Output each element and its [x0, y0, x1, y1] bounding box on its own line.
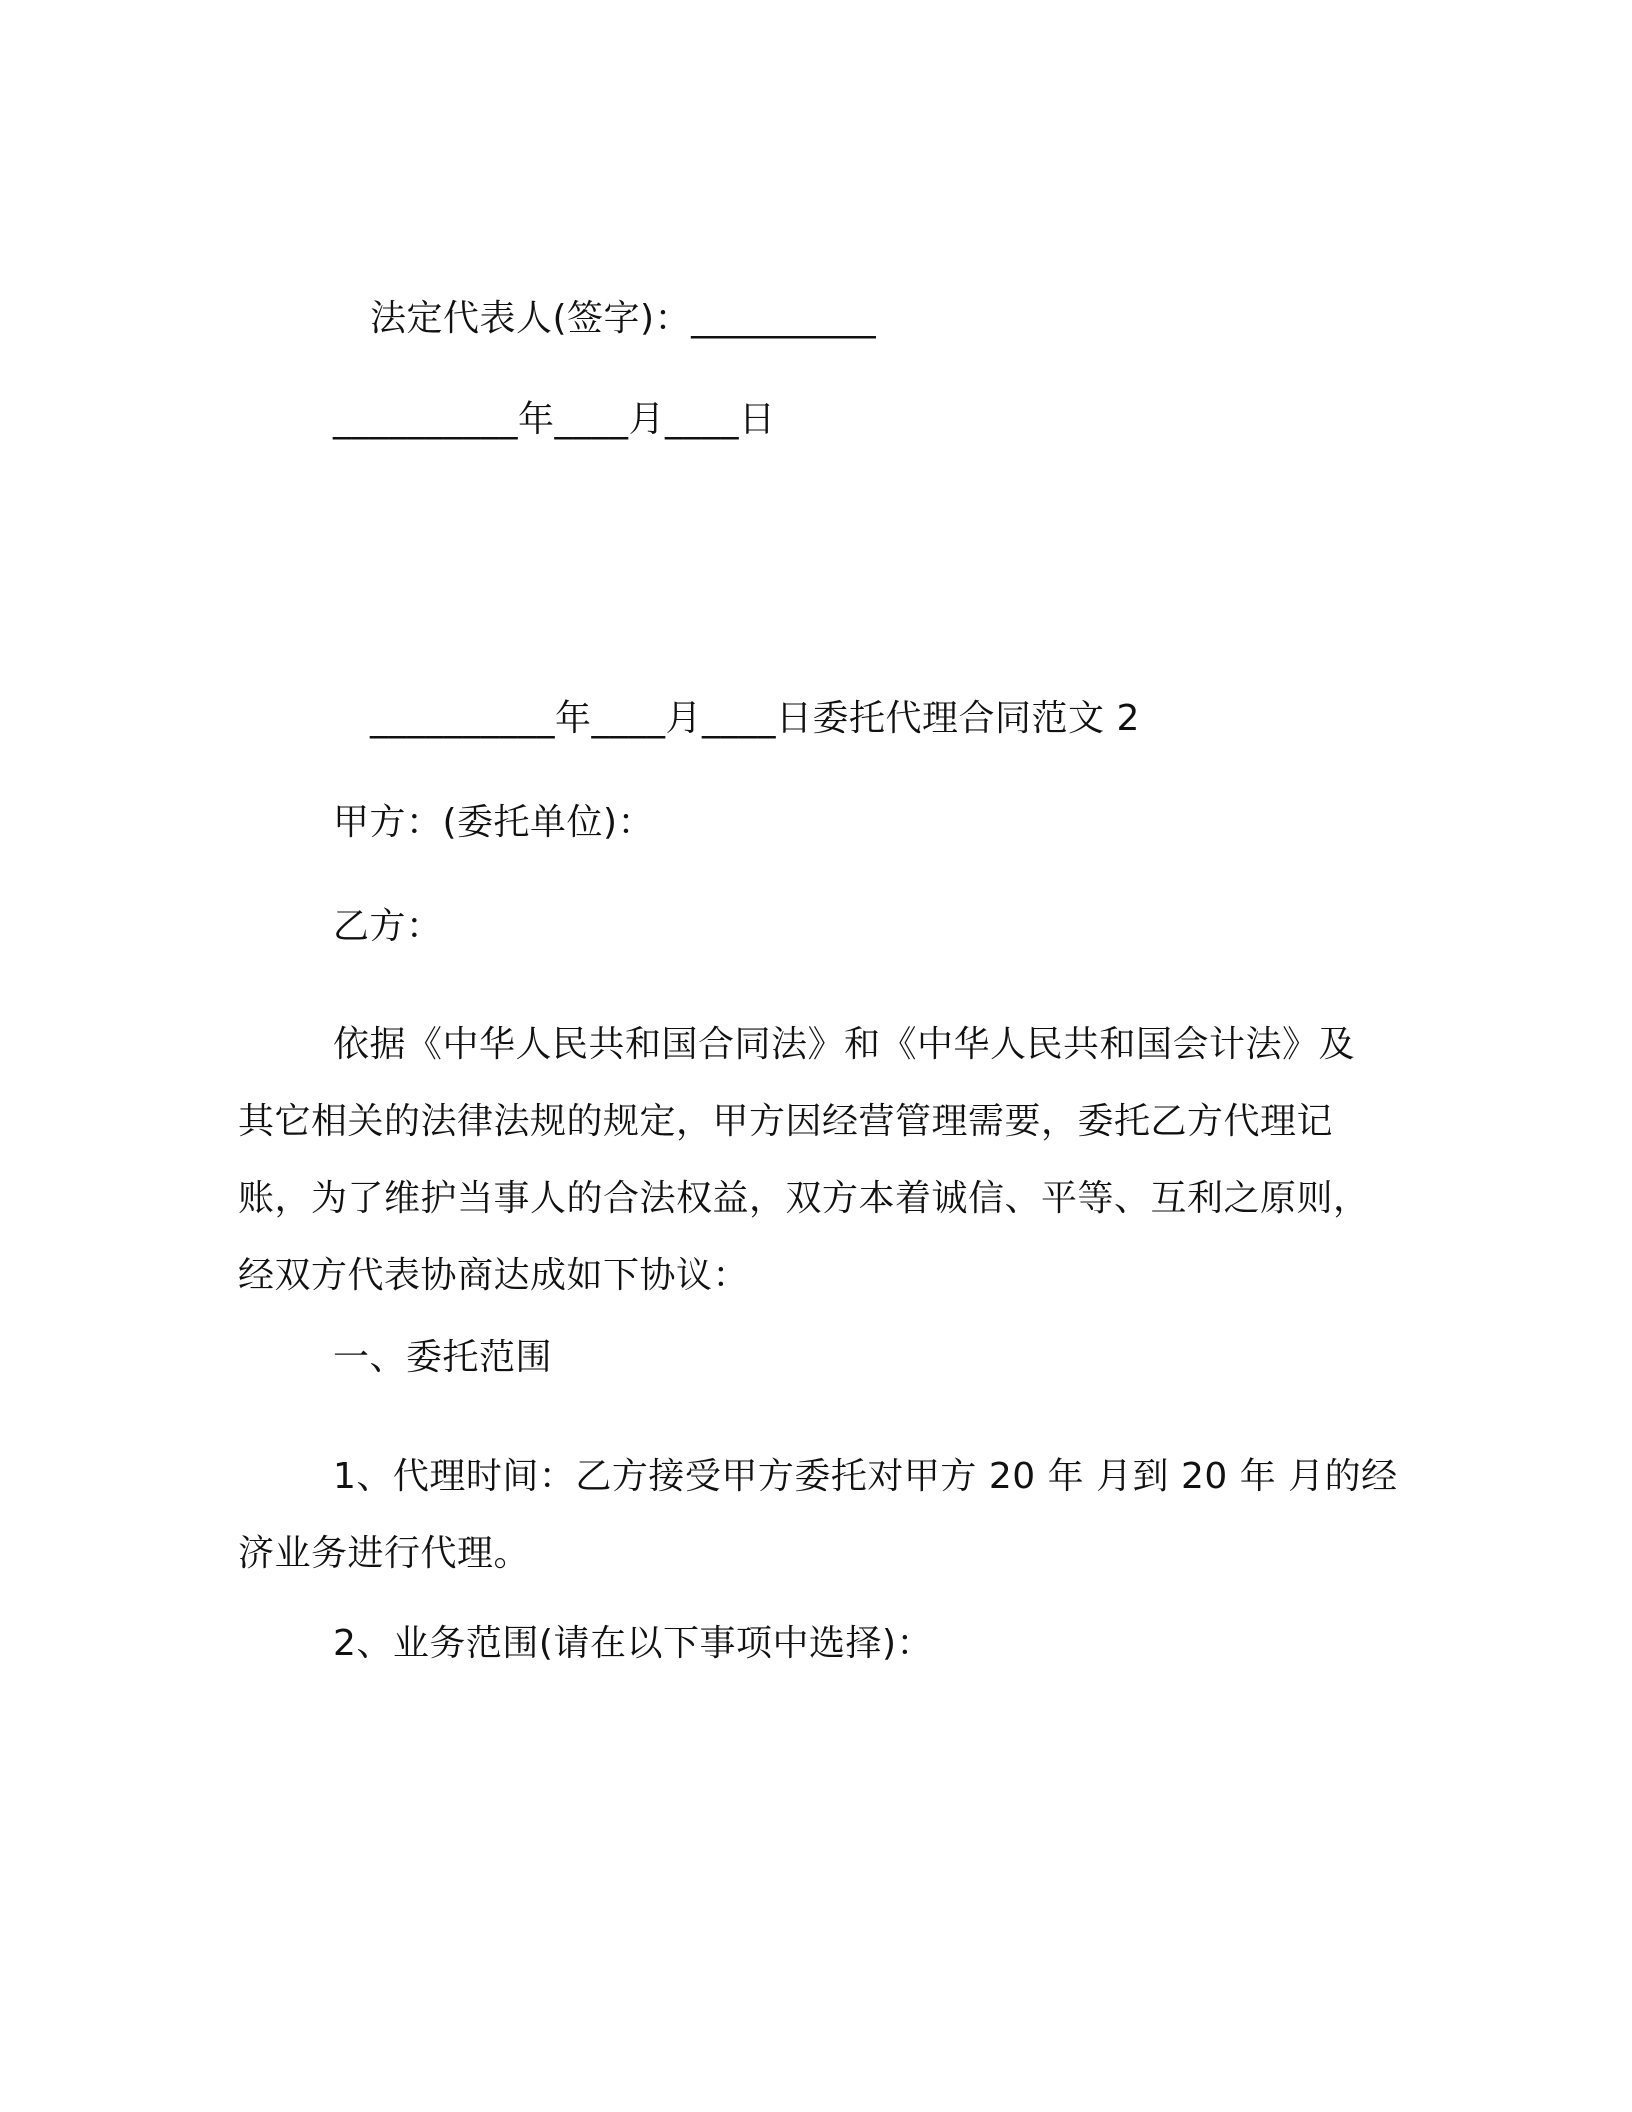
contract-title: __________年____月____日委托代理合同范文 2 — [370, 698, 1140, 739]
clause-1-paragraph — [238, 1438, 1398, 1592]
signature-line: 法定代表人(签字)：__________ — [370, 298, 877, 339]
preamble-line: 其它相关的法律法规的规定，甲方因经营管理需要，委托乙方代理记 — [238, 1101, 1334, 1142]
party-b-line: 乙方： — [333, 906, 443, 947]
preamble-line: 经双方代表协商达成如下协议： — [238, 1255, 750, 1296]
preamble-paragraph — [238, 1006, 1398, 1314]
preamble-line: 账，为了维护当事人的合法权益，双方本着诚信、平等、互利之原则， — [238, 1178, 1370, 1219]
party-a-line: 甲方：(委托单位)： — [333, 802, 655, 843]
clause-2-line: 2、业务范围(请在以下事项中选择)： — [333, 1623, 933, 1664]
preamble-line: 依据《中华人民共和国合同法》和《中华人民共和国会计法》及 — [333, 1024, 1356, 1065]
clause-line: 济业务进行代理。 — [238, 1533, 531, 1574]
date-line: __________年____月____日 — [333, 399, 776, 440]
section-heading: 一、委托范围 — [333, 1337, 553, 1378]
clause-line: 1、代理时间：乙方接受甲方委托对甲方 20 年 月到 20 年 月的经 — [333, 1456, 1398, 1497]
